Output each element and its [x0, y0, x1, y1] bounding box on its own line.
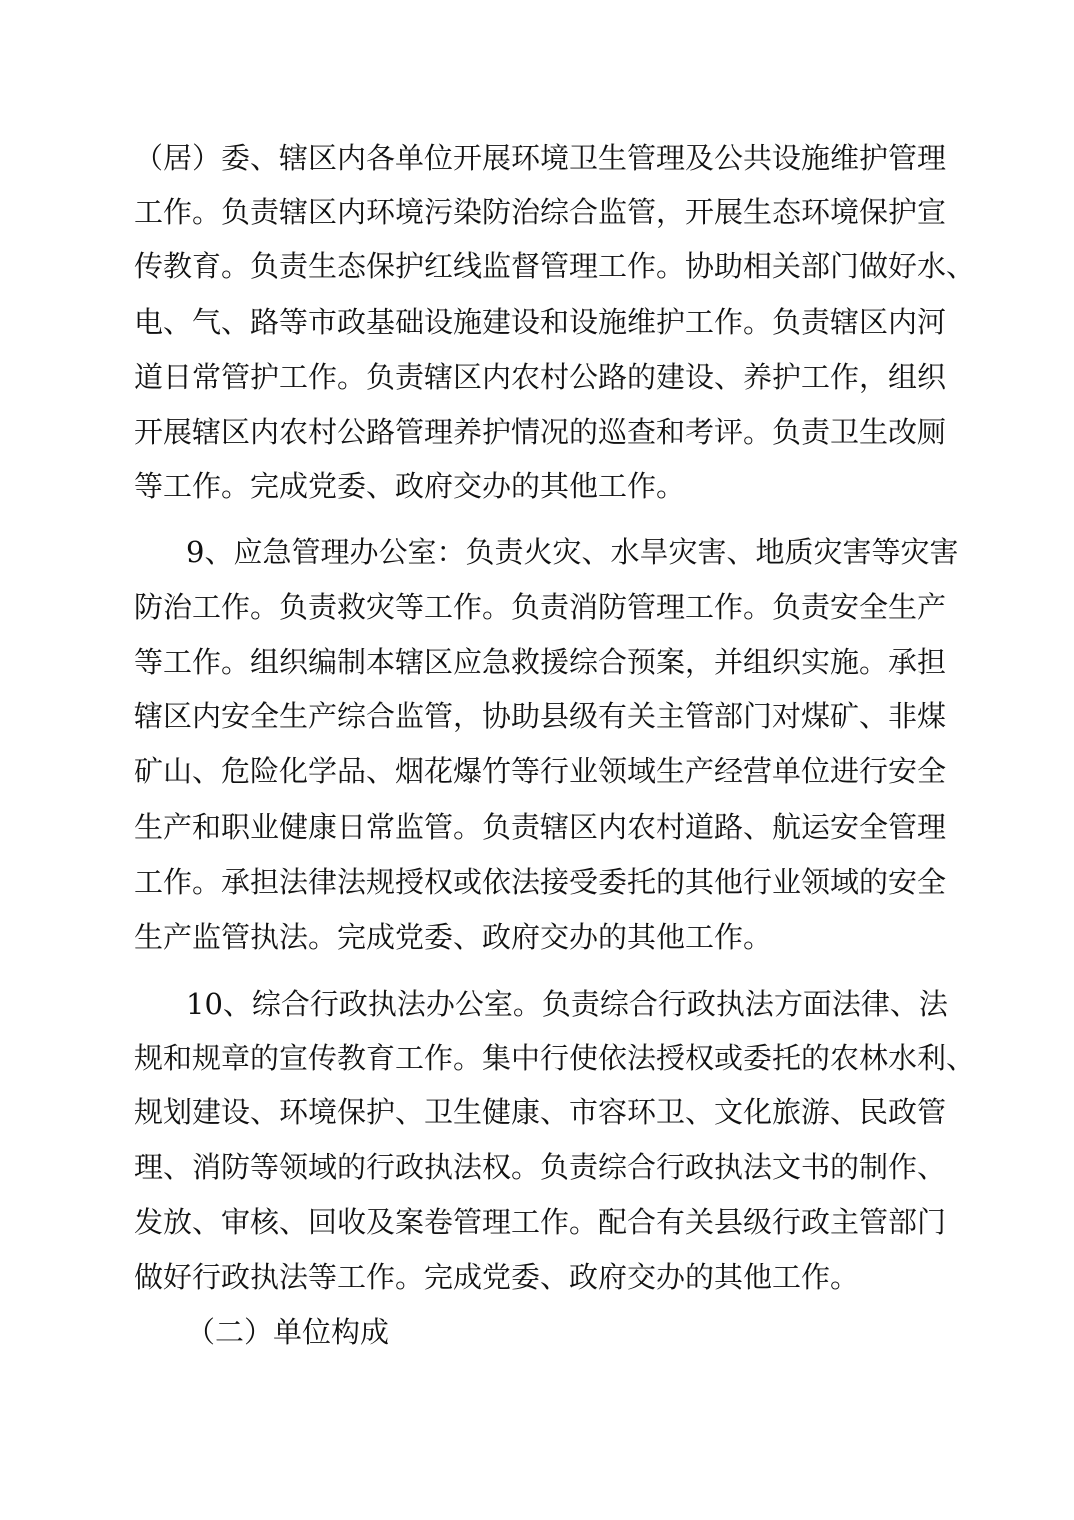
section-heading: （二）单位构成	[186, 1315, 390, 1349]
text-line: 等工作。组织编制本辖区应急救援综合预案，并组织实施。承担	[134, 645, 947, 679]
text-line: 电、气、路等市政基础设施建设和设施维护工作。负责辖区内河	[134, 305, 947, 339]
section-9-heading-line: 9、应急管理办公室：负责火灾、水旱灾害、地质灾害等灾害	[186, 535, 959, 569]
text-line: 辖区内安全生产综合监管，协助县级有关主管部门对煤矿、非煤	[134, 699, 947, 733]
text-line: 理、消防等领域的行政执法权。负责综合行政执法文书的制作、	[134, 1150, 947, 1184]
text-line: 规和规章的宣传教育工作。集中行使依法授权或委托的农林水利、	[134, 1041, 976, 1075]
text-line: 开展辖区内农村公路管理养护情况的巡查和考评。负责卫生改厕	[134, 415, 947, 449]
text-line: 工作。负责辖区内环境污染防治综合监管，开展生态环境保护宣	[134, 195, 947, 229]
section-10-heading-line: 10、综合行政执法办公室。负责综合行政执法方面法律、法	[186, 987, 948, 1021]
text-line: 规划建设、环境保护、卫生健康、市容环卫、文化旅游、民政管	[134, 1095, 947, 1129]
text-line: 道日常管护工作。负责辖区内农村公路的建设、养护工作，组织	[134, 360, 947, 394]
text-line: 传教育。负责生态保护红线监督管理工作。协助相关部门做好水、	[134, 249, 976, 283]
text-line: 防治工作。负责救灾等工作。负责消防管理工作。负责安全生产	[134, 590, 947, 624]
text-line: 等工作。完成党委、政府交办的其他工作。	[134, 469, 686, 503]
text-line: 工作。承担法律法规授权或依法接受委托的其他行业领域的安全	[134, 865, 947, 899]
text-line: 做好行政执法等工作。完成党委、政府交办的其他工作。	[134, 1260, 860, 1294]
text-line: （居）委、辖区内各单位开展环境卫生管理及公共设施维护管理	[134, 141, 947, 175]
text-line: 生产和职业健康日常监管。负责辖区内农村道路、航运安全管理	[134, 810, 947, 844]
text-line: 生产监管执法。完成党委、政府交办的其他工作。	[134, 920, 773, 954]
text-line: 发放、审核、回收及案卷管理工作。配合有关县级行政主管部门	[134, 1205, 947, 1239]
text-line: 矿山、危险化学品、烟花爆竹等行业领域生产经营单位进行安全	[134, 754, 947, 788]
